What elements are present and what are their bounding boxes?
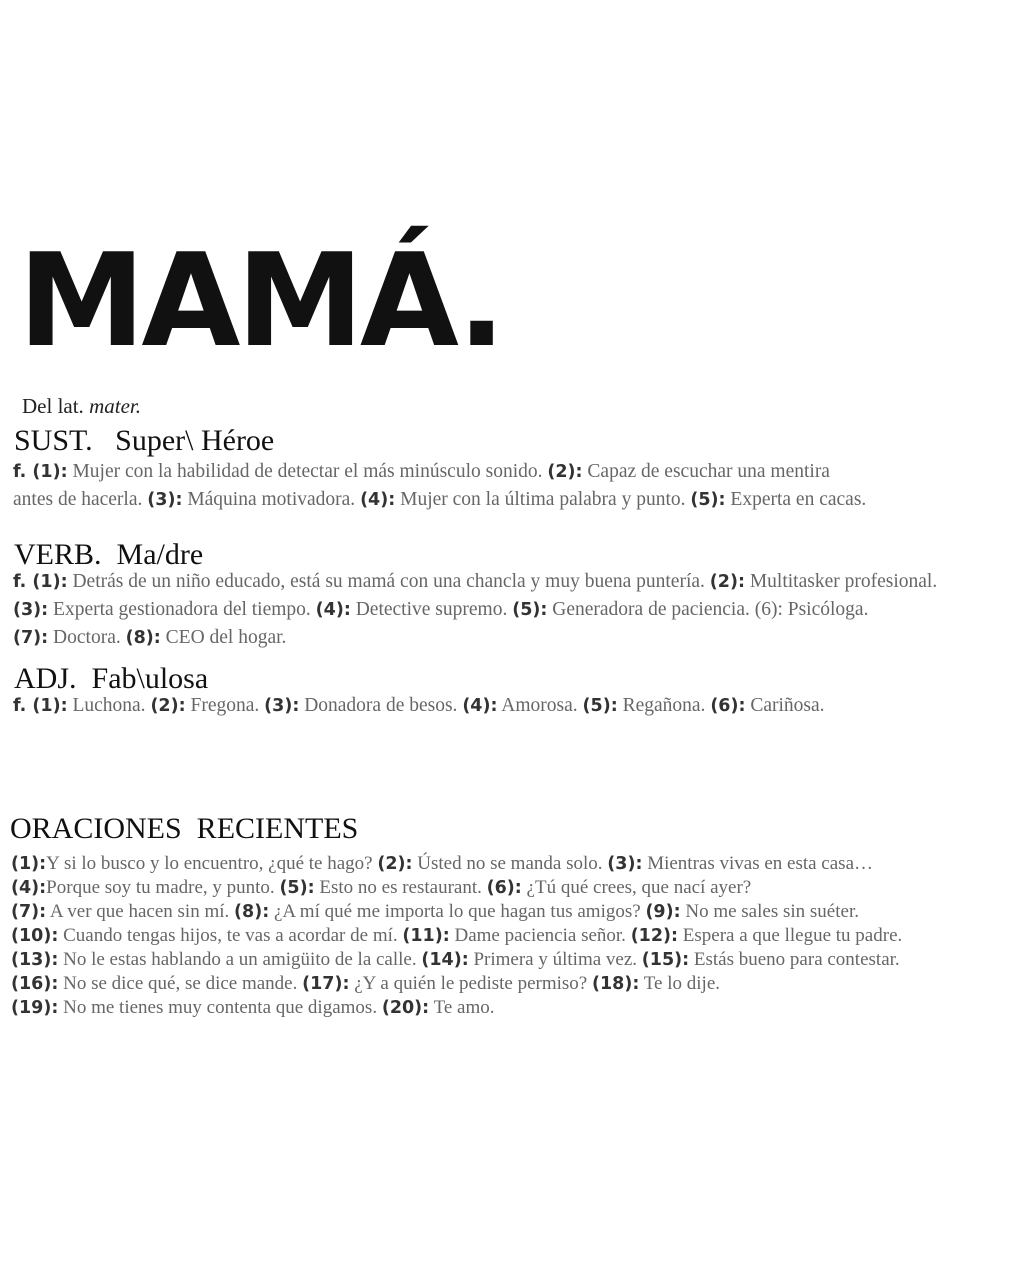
page-title: MAMÁ. bbox=[18, 227, 502, 376]
definition-text: antes de hacerla. bbox=[13, 489, 148, 510]
definition-text: Fregona. bbox=[185, 695, 265, 716]
definition-number: (2): bbox=[547, 462, 583, 482]
definition-line bbox=[13, 624, 1021, 652]
definition-number: (5): bbox=[512, 600, 548, 620]
definition-adjective bbox=[13, 692, 1021, 720]
section-heading-noun bbox=[14, 424, 274, 458]
section-heading-verb bbox=[14, 538, 203, 572]
sentence-line bbox=[11, 852, 1019, 876]
definition-text: No me sales sin suéter. bbox=[680, 901, 859, 922]
definition-number: (12): bbox=[630, 926, 679, 946]
definition-text: Experta gestionadora del tiempo. bbox=[48, 599, 316, 620]
sentence-line bbox=[11, 996, 1019, 1020]
recent-sentences bbox=[11, 852, 1019, 1020]
definition-text: ¿A mí qué me importa lo que hagan tus amigos? bbox=[269, 901, 646, 922]
definition-text: Mujer con la última palabra y punto. bbox=[395, 489, 691, 510]
definition-text: Cuando tengas hijos, te vas a acordar de mí. bbox=[58, 925, 403, 946]
definition-text: Experta en cacas. bbox=[725, 489, 867, 510]
definition-number: f. (1): bbox=[13, 462, 68, 482]
definition-number: (4): bbox=[315, 600, 351, 620]
definition-text: Porque soy tu madre, y punto. bbox=[46, 877, 280, 898]
definition-text: No me tienes muy contenta que digamos. bbox=[58, 997, 382, 1018]
definition-text: No le estas hablando a un amigüito de la calle. bbox=[58, 949, 422, 970]
definition-text: Espera a que llegue tu padre. bbox=[678, 925, 903, 946]
definition-number: (3): bbox=[13, 600, 49, 620]
definition-number: (5): bbox=[582, 696, 618, 716]
definition-number: (8): bbox=[234, 902, 270, 922]
definition-text: Cariñosa. bbox=[745, 695, 825, 716]
definition-number: (1): bbox=[11, 854, 47, 874]
definition-text: ¿Y a quién le pediste permiso? bbox=[349, 973, 592, 994]
recent-sentences-heading: ORACIONES RECIENTES bbox=[10, 812, 359, 845]
definition-number: (17): bbox=[302, 974, 350, 994]
definition-line bbox=[13, 458, 1021, 486]
definition-text: CEO del hogar. bbox=[160, 627, 287, 648]
definition-text: Detrás de un niño educado, está su mamá con una chancla y muy buena puntería. bbox=[67, 571, 710, 592]
definition-number: (19): bbox=[11, 998, 59, 1018]
definition-number: (4): bbox=[462, 696, 498, 716]
definition-number: (9): bbox=[645, 902, 681, 922]
definition-text: Donadora de besos. bbox=[299, 695, 463, 716]
definition-text: Esto no es restaurant. bbox=[314, 877, 487, 898]
etymology bbox=[22, 394, 141, 419]
definition-line bbox=[13, 692, 1021, 720]
definition-text: Primera y última vez. bbox=[468, 949, 642, 970]
definition-number: (10): bbox=[11, 926, 59, 946]
definition-number: (15): bbox=[641, 950, 690, 970]
definition-verb bbox=[13, 568, 1021, 652]
definition-line bbox=[13, 596, 1021, 624]
definition-text: Y si lo busco y lo encuentro, ¿qué te hago? bbox=[46, 853, 378, 874]
definition-text: Estás bueno para contestar. bbox=[689, 949, 900, 970]
headword: Ma/dre bbox=[116, 538, 204, 571]
definition-number: (5): bbox=[690, 490, 726, 510]
definition-text: ¿Tú qué crees, que nací ayer? bbox=[521, 877, 752, 898]
definition-number: (3): bbox=[147, 490, 183, 510]
definition-text: Luchona. bbox=[67, 695, 151, 716]
headword: Fab\ulosa bbox=[91, 662, 209, 695]
etymology-prefix: Del lat. bbox=[22, 394, 84, 418]
definition-number: (5): bbox=[279, 878, 315, 898]
part-of-speech: VERB. bbox=[14, 538, 102, 571]
definition-number: (7): bbox=[13, 628, 49, 648]
definition-text: Detective supremo. bbox=[350, 599, 513, 620]
etymology-word: mater. bbox=[89, 394, 141, 418]
definition-number: (4): bbox=[11, 878, 47, 898]
definition-text: Capaz de escuchar una mentira bbox=[582, 461, 830, 482]
definition-number: (4): bbox=[360, 490, 396, 510]
definition-text: Mujer con la habilidad de detectar el más minúsculo sonido. bbox=[67, 461, 548, 482]
definition-number: f. (1): bbox=[13, 696, 68, 716]
definition-number: (2): bbox=[150, 696, 186, 716]
definition-number: (14): bbox=[421, 950, 469, 970]
definition-number: (20): bbox=[381, 998, 430, 1018]
definition-text: No se dice qué, se dice mande. bbox=[58, 973, 303, 994]
sentence-line bbox=[11, 900, 1019, 924]
definition-text: Te amo. bbox=[429, 997, 495, 1018]
definition-number: (11): bbox=[402, 926, 450, 946]
definition-text: Mientras vivas en esta casa… bbox=[642, 853, 873, 874]
part-of-speech: SUST. bbox=[14, 424, 93, 457]
definition-number: (6): bbox=[710, 696, 746, 716]
sentence-line bbox=[11, 876, 1019, 900]
sentence-line bbox=[11, 948, 1019, 972]
definition-text: Te lo dije. bbox=[639, 973, 720, 994]
definition-number: f. (1): bbox=[13, 572, 68, 592]
definition-number: (6): bbox=[486, 878, 522, 898]
definition-text: Generadora de paciencia. (6): Psicóloga. bbox=[547, 599, 869, 620]
definition-number: (13): bbox=[11, 950, 59, 970]
definition-number: (18): bbox=[592, 974, 640, 994]
definition-text: Máquina motivadora. bbox=[182, 489, 361, 510]
definition-number: (3): bbox=[607, 854, 643, 874]
sentence-line bbox=[11, 924, 1019, 948]
section-heading-adjective bbox=[14, 662, 208, 696]
definition-text: Ústed no se manda solo. bbox=[412, 853, 608, 874]
definition-text: Amorosa. bbox=[497, 695, 583, 716]
definition-text: A ver que hacen sin mí. bbox=[46, 901, 235, 922]
definition-number: (3): bbox=[264, 696, 300, 716]
definition-number: (2): bbox=[709, 572, 745, 592]
definition-noun bbox=[13, 458, 1021, 514]
definition-line bbox=[13, 568, 1021, 596]
definition-text: Doctora. bbox=[48, 627, 126, 648]
sentence-line bbox=[11, 972, 1019, 996]
definition-text: Dame paciencia señor. bbox=[449, 925, 631, 946]
definition-line bbox=[13, 486, 1021, 514]
headword: Super\ Héroe bbox=[115, 424, 275, 457]
definition-number: (8): bbox=[125, 628, 161, 648]
definition-number: (7): bbox=[11, 902, 47, 922]
definition-text: Regañona. bbox=[617, 695, 711, 716]
definition-number: (16): bbox=[11, 974, 59, 994]
definition-number: (2): bbox=[377, 854, 413, 874]
part-of-speech: ADJ. bbox=[14, 662, 77, 695]
definition-text: Multitasker profesional. bbox=[744, 571, 938, 592]
